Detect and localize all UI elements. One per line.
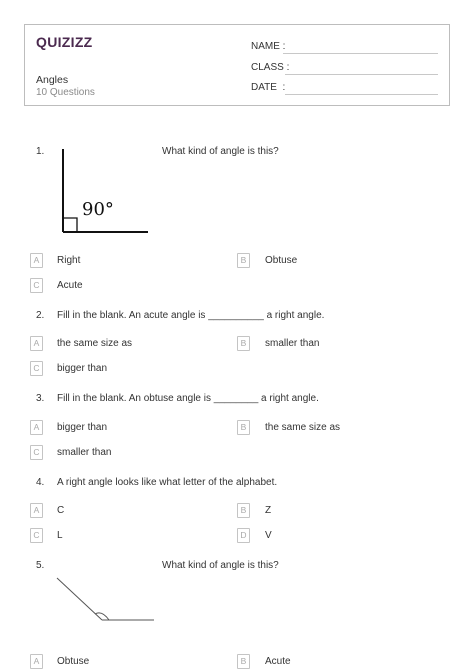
option-letter[interactable]: C xyxy=(30,361,43,376)
option-text[interactable]: C xyxy=(57,505,65,516)
option-letter[interactable]: C xyxy=(30,528,43,543)
quizizz-logo: QUIZIZZ xyxy=(36,34,93,50)
worksheet-title: Angles xyxy=(36,74,69,86)
angle-arc xyxy=(95,613,109,620)
option-text[interactable]: bigger than xyxy=(57,422,108,433)
option-letter[interactable]: B xyxy=(237,336,250,351)
option-text[interactable]: the same size as xyxy=(265,422,341,433)
class-label: CLASS : xyxy=(251,62,290,73)
option-text[interactable]: the same size as xyxy=(57,338,133,349)
question-text: A right angle looks like what letter of the alphabet. xyxy=(57,477,278,488)
option-text[interactable]: Right xyxy=(57,255,81,266)
question-text: What kind of angle is this? xyxy=(162,146,279,157)
option-letter[interactable]: B xyxy=(237,420,250,435)
option-text[interactable]: Z xyxy=(265,505,272,516)
question-text: What kind of angle is this? xyxy=(162,560,279,571)
option-text[interactable]: smaller than xyxy=(57,447,112,458)
obtuse-angle-figure xyxy=(50,570,160,630)
option-letter[interactable]: C xyxy=(30,445,43,460)
option-letter[interactable]: B xyxy=(237,503,250,518)
option-letter[interactable]: A xyxy=(30,503,43,518)
right-angle-figure xyxy=(55,145,155,240)
option-text[interactable]: bigger than xyxy=(57,363,108,374)
question-number: 3. xyxy=(36,393,45,404)
option-letter[interactable]: C xyxy=(30,278,43,293)
option-letter[interactable]: B xyxy=(237,253,250,268)
question-text: Fill in the blank. An acute angle is __________ a right angle. xyxy=(57,310,325,321)
name-field[interactable] xyxy=(283,53,438,54)
option-text[interactable]: Obtuse xyxy=(265,255,298,266)
question-text: Fill in the blank. An obtuse angle is ________ a right angle. xyxy=(57,393,319,404)
option-letter[interactable]: A xyxy=(30,420,43,435)
question-number: 1. xyxy=(36,146,45,157)
option-letter[interactable]: A xyxy=(30,253,43,268)
class-field[interactable] xyxy=(285,74,438,75)
date-field[interactable] xyxy=(285,94,438,95)
name-label: NAME : xyxy=(251,41,286,52)
option-text[interactable]: smaller than xyxy=(265,338,320,349)
option-letter[interactable]: A xyxy=(30,336,43,351)
option-text[interactable]: Acute xyxy=(57,280,83,291)
option-text[interactable]: Acute xyxy=(265,656,291,667)
question-number: 4. xyxy=(36,477,45,488)
question-number: 2. xyxy=(36,310,45,321)
right-angle-marker xyxy=(63,218,77,232)
option-text[interactable]: Obtuse xyxy=(57,656,90,667)
angle-measure-label: 90° xyxy=(82,199,114,220)
option-text[interactable]: L xyxy=(57,530,63,541)
option-text[interactable]: V xyxy=(265,530,272,541)
option-letter[interactable]: D xyxy=(237,528,250,543)
option-letter[interactable]: A xyxy=(30,654,43,669)
option-letter[interactable]: B xyxy=(237,654,250,669)
question-number: 5. xyxy=(36,560,45,571)
date-label: DATE : xyxy=(251,82,286,93)
question-count: 10 Questions xyxy=(36,87,95,98)
